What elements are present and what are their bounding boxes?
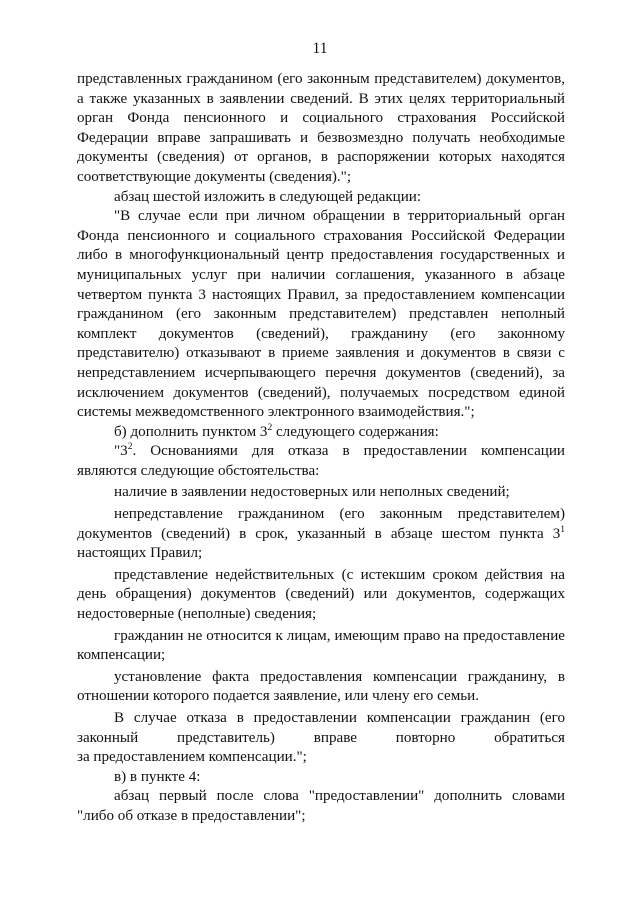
paragraph: представление недействительных (с истекшим сроком действия на день обращения) документов (сведений) или документов, содержащих недостоверные (неполные) сведения;	[77, 566, 565, 623]
paragraph: абзац первый после слова "предоставлении" дополнить словами "либо об отказе в предоставлении";	[77, 788, 565, 824]
paragraph-text: настоящих Правил;	[77, 545, 203, 562]
paragraph-text: "3	[114, 443, 128, 460]
paragraph-text: за предоставлением компенсации.";	[77, 749, 307, 766]
page-number: 11	[312, 40, 328, 57]
paragraph-text: непредставление гражданином (его законным представителем) документов (сведений) в срок, указанный в абзаце шестом пункта 3	[77, 506, 565, 542]
paragraph: представленных гражданином (его законным представителем) документов, а также указанных в заявлении сведений. В этих целях территориальный орган Фонда пенсионного и социального страхования Российской Федерации вправе запрашивать и безвозмездно получать необходимые документы (сведения) от органов, в распоряжении которых находятся соответствующие документы (сведения).";	[77, 71, 565, 185]
paragraph: в) в пункте 4:	[114, 768, 201, 785]
paragraph: абзац шестой изложить в следующей редакции:	[114, 188, 422, 205]
paragraph	[77, 423, 565, 443]
paragraph: наличие в заявлении недостоверных или неполных сведений;	[114, 484, 510, 501]
paragraph-text: В случае отказа в предоставлении компенсации гражданин (его законный представитель) вправе повторно обратиться	[77, 710, 565, 746]
superscript: 2	[267, 422, 273, 433]
paragraph: установление факта предоставления компенсации гражданину, в отношении которого подается заявление, или члену его семьи.	[77, 668, 565, 705]
paragraph-text: следующего содержания:	[272, 423, 439, 440]
paragraph: гражданин не относится к лицам, имеющим право на предоставление компенсации;	[77, 627, 565, 664]
paragraph	[77, 709, 565, 768]
document-body	[77, 70, 565, 827]
superscript: 1	[560, 524, 565, 535]
paragraph: "В случае если при личном обращении в территориальный орган Фонда пенсионного и социального страхования Российской Федерации либо в многофункциональный центр предоставления государственных и муниципальных услуг при наличии соглашения, указанного в абзаце четвертом пункта 3 настоящих Правил, за предоставлением компенсации гражданином (его законным представителем) представлен неполный комплект документов (сведений), гражданину (его законному представителю) отказывают в приеме заявления и документов в связи с непредставлением исчерпывающего перечня документов (сведений), за исключением документов (сведений), получаемых посредством единой системы межведомственного электронного взаимодействия.";	[77, 208, 565, 421]
paragraph	[77, 442, 565, 481]
paragraph-text: . Основаниями для отказа в предоставлении компенсации являются следующие обстоятельства:	[77, 443, 565, 479]
paragraph-text: б) дополнить пунктом 3	[114, 423, 268, 440]
superscript: 2	[127, 442, 133, 453]
paragraph	[77, 505, 565, 564]
